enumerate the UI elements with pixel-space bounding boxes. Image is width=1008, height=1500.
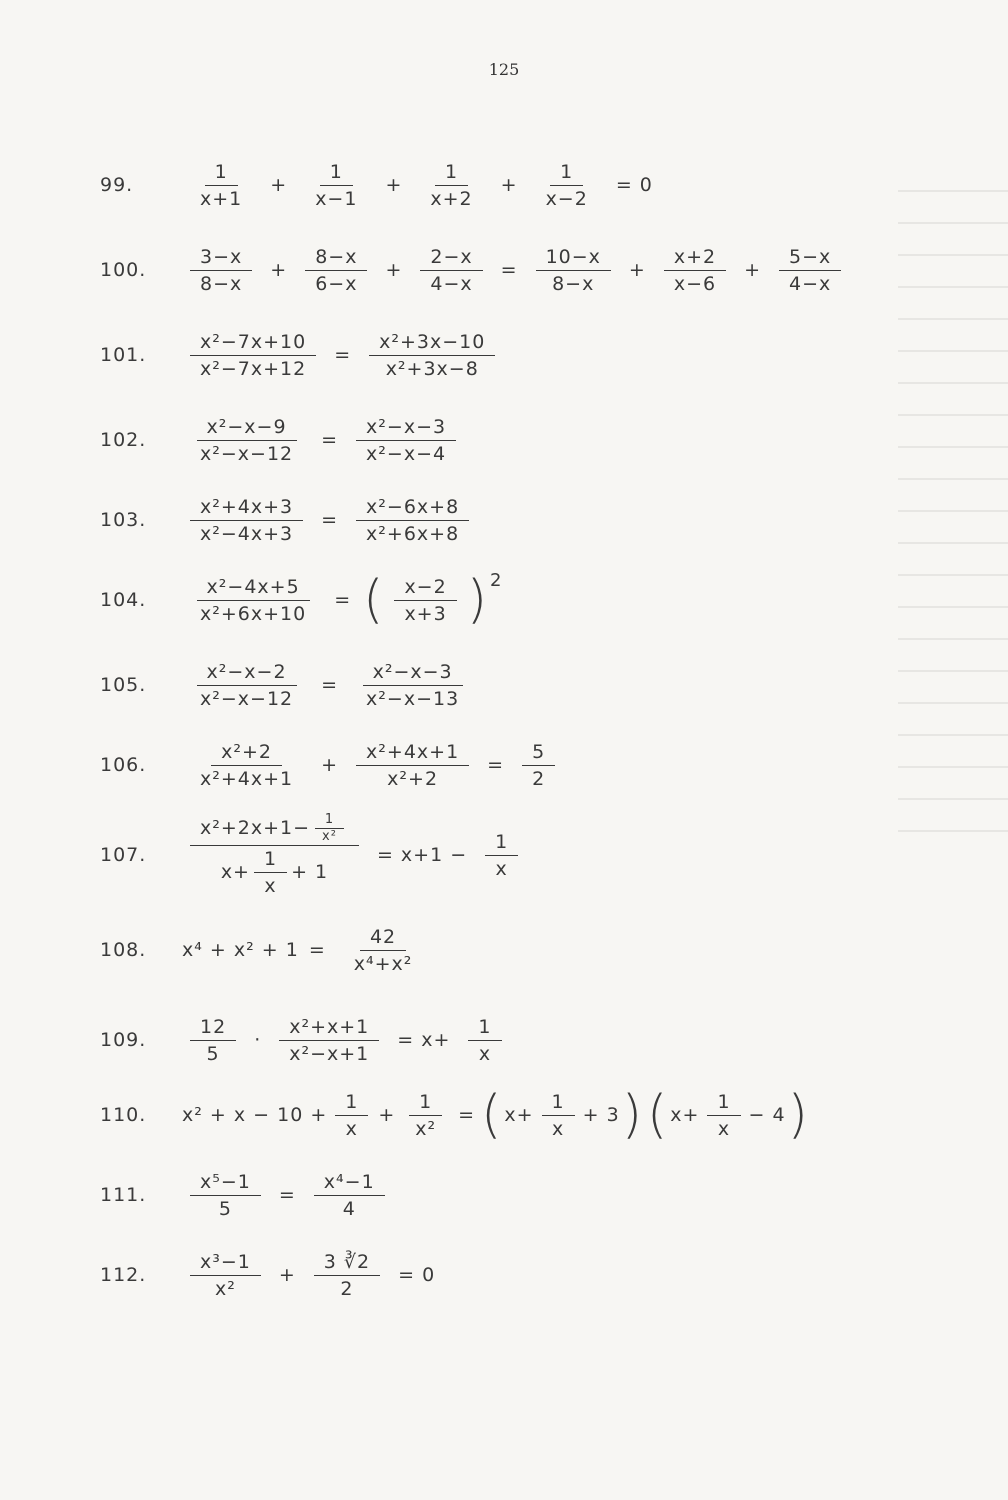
plus-sign: + <box>321 754 339 776</box>
problem-number: 111. <box>100 1184 147 1206</box>
exponent: 2 <box>490 570 503 591</box>
fraction: $\frac{1}{x}$ <box>707 1089 740 1142</box>
plus-sign: + <box>270 259 288 281</box>
right-paren: ) <box>787 1085 809 1145</box>
factor-text: x+ <box>504 1104 534 1126</box>
problem-99 <box>100 155 968 215</box>
problem-number: 102. <box>100 429 147 451</box>
equation-rhs: = 0 <box>615 174 653 196</box>
problem-number: 99. <box>100 174 134 196</box>
plus-sign: + <box>378 1104 396 1126</box>
fraction: $\frac{1}{\text{x²}}$ <box>405 1089 446 1142</box>
fraction: $\frac{\text{x²−7x+10}}{\text{x²−7x+12}}$ <box>190 329 316 382</box>
problem-112 <box>100 1245 968 1305</box>
fraction: $\frac{\text{x²−4x+5}}{\text{x²+6x+10}}$ <box>190 574 316 627</box>
equals-sign: = <box>308 939 326 961</box>
problem-106 <box>100 735 968 795</box>
fraction: $\frac{1}{x+2}$ <box>430 160 473 210</box>
equals-sign: = <box>458 1104 476 1126</box>
problem-number: 106. <box>100 754 147 776</box>
plus-sign: + <box>500 174 518 196</box>
fraction: $\frac{3 ∛2}{2}$ <box>314 1249 380 1302</box>
problem-105 <box>100 655 968 715</box>
fraction: $\frac{\text{x²−x−2}}{\text{x²−x−12}}$ <box>190 659 303 712</box>
equation-rhs: = x+1 − <box>376 844 468 866</box>
fraction: $\frac{10-x}{8-x}$ <box>536 244 611 297</box>
problem-number: 107. <box>100 844 147 866</box>
fraction: $\frac{\text{x²−x−9}}{\text{x²−x−12}}$ <box>190 414 303 467</box>
problem-number: 101. <box>100 344 147 366</box>
right-paren: ) <box>621 1085 643 1145</box>
fraction: $\frac{\text{x²+4x+1}}{\text{x²+2}}$ <box>356 739 469 792</box>
right-paren: ) <box>466 570 488 630</box>
factor-text: + 3 <box>582 1104 620 1126</box>
plus-sign: + <box>628 259 646 281</box>
problem-number: 112. <box>100 1264 147 1286</box>
equals-sign: = <box>321 674 339 696</box>
equation-lhs: x² + x − 10 + <box>182 1104 328 1126</box>
equals-sign: = <box>334 589 352 611</box>
fraction: $\frac{1}{x}$ <box>485 829 518 882</box>
problem-108 <box>100 920 968 980</box>
complex-fraction: x²+2x+1− $\frac{1}{\text{x²}}$ x+ $\frac{1}{x}$ + 1 <box>190 812 359 899</box>
fraction: $\frac{12}{5}$ <box>190 1014 236 1067</box>
fraction: $\frac{1}{x}$ <box>468 1014 501 1067</box>
problem-104 <box>100 570 968 630</box>
equals-sign: = <box>321 509 339 531</box>
fraction: $\frac{x+2}{x-6}$ <box>664 244 726 297</box>
fraction: $\frac{\text{x³−1}}{\text{x²}}$ <box>190 1249 261 1302</box>
left-paren: ( <box>646 1085 669 1145</box>
equation-lhs: x⁴ + x² + 1 <box>182 939 299 961</box>
fraction: $\frac{\text{x²+x+1}}{\text{x²−x+1}}$ <box>279 1014 379 1067</box>
fraction: $\frac{\text{x²+4x+3}}{\text{x²−4x+3}}$ <box>190 494 303 547</box>
fraction: $\frac{5}{2}$ <box>522 739 555 792</box>
plus-sign: + <box>270 174 288 196</box>
fraction: $\frac{\text{x²−x−3}}{\text{x²−x−13}}$ <box>356 659 469 712</box>
fraction: $\frac{5-x}{4-x}$ <box>779 244 841 297</box>
problem-number: 104. <box>100 589 147 611</box>
plus-sign: + <box>385 259 403 281</box>
fraction: $\frac{\text{x²−x−3}}{\text{x²−x−4}}$ <box>356 414 456 467</box>
fraction: $\frac{\text{x²+3x−10}}{\text{x²+3x−8}}$ <box>369 329 495 382</box>
problem-102 <box>100 410 968 470</box>
fraction: $\frac{1}{x+1}$ <box>200 160 243 210</box>
factor-text: x+ <box>670 1104 700 1126</box>
equals-sign: = <box>487 754 505 776</box>
problem-109 <box>100 1010 968 1070</box>
left-paren: ( <box>363 570 385 630</box>
fraction: $\frac{8-x}{6-x}$ <box>305 244 367 297</box>
equals-sign: = <box>278 1184 296 1206</box>
plus-sign: + <box>278 1264 296 1286</box>
fraction: $\frac{\text{x⁵−1}}{5}$ <box>190 1169 261 1222</box>
bleed-through-texture <box>898 160 1008 1280</box>
problem-number: 103. <box>100 509 147 531</box>
problem-107 <box>100 811 968 897</box>
problem-100 <box>100 240 968 300</box>
equation-rhs: = x+ <box>397 1029 451 1051</box>
fraction: $\frac{1}{x}$ <box>542 1089 575 1142</box>
equals-sign: = <box>321 429 339 451</box>
fraction: $\frac{1}{x-2}$ <box>545 160 588 210</box>
equals-sign: = <box>500 259 518 281</box>
problem-number: 100. <box>100 259 147 281</box>
plus-sign: + <box>385 174 403 196</box>
problem-number: 105. <box>100 674 147 696</box>
equation-rhs: = 0 <box>398 1264 436 1286</box>
fraction: $\frac{x-2}{x+3}$ <box>394 574 456 627</box>
problem-103 <box>100 490 968 550</box>
problem-number: 109. <box>100 1029 147 1051</box>
problem-101 <box>100 325 968 385</box>
equals-sign: = <box>334 344 352 366</box>
fraction: $\frac{\text{x²−6x+8}}{\text{x²+6x+8}}$ <box>356 494 469 547</box>
fraction: $\frac{1}{x-1}$ <box>315 160 358 210</box>
fraction: $\frac{3-x}{8-x}$ <box>190 244 252 297</box>
fraction: $\frac{\text{x²+2}}{\text{x²+4x+1}}$ <box>200 740 294 790</box>
problem-number: 108. <box>100 939 147 961</box>
problem-111 <box>100 1165 968 1225</box>
page-number: 125 <box>488 60 520 79</box>
fraction: $\frac{2-x}{4-x}$ <box>420 244 482 297</box>
fraction: $\frac{\text{x⁴−1}}{4}$ <box>314 1169 385 1222</box>
problem-110 <box>100 1085 968 1145</box>
problem-number: 110. <box>100 1104 147 1126</box>
fraction: $\frac{1}{x}$ <box>335 1089 368 1142</box>
plus-sign: + <box>744 259 762 281</box>
fraction: $\frac{42}{\text{x⁴+x²}}$ <box>353 925 413 975</box>
dot-operator: · <box>254 1029 262 1051</box>
factor-text: − 4 <box>748 1104 786 1126</box>
left-paren: ( <box>481 1085 503 1145</box>
